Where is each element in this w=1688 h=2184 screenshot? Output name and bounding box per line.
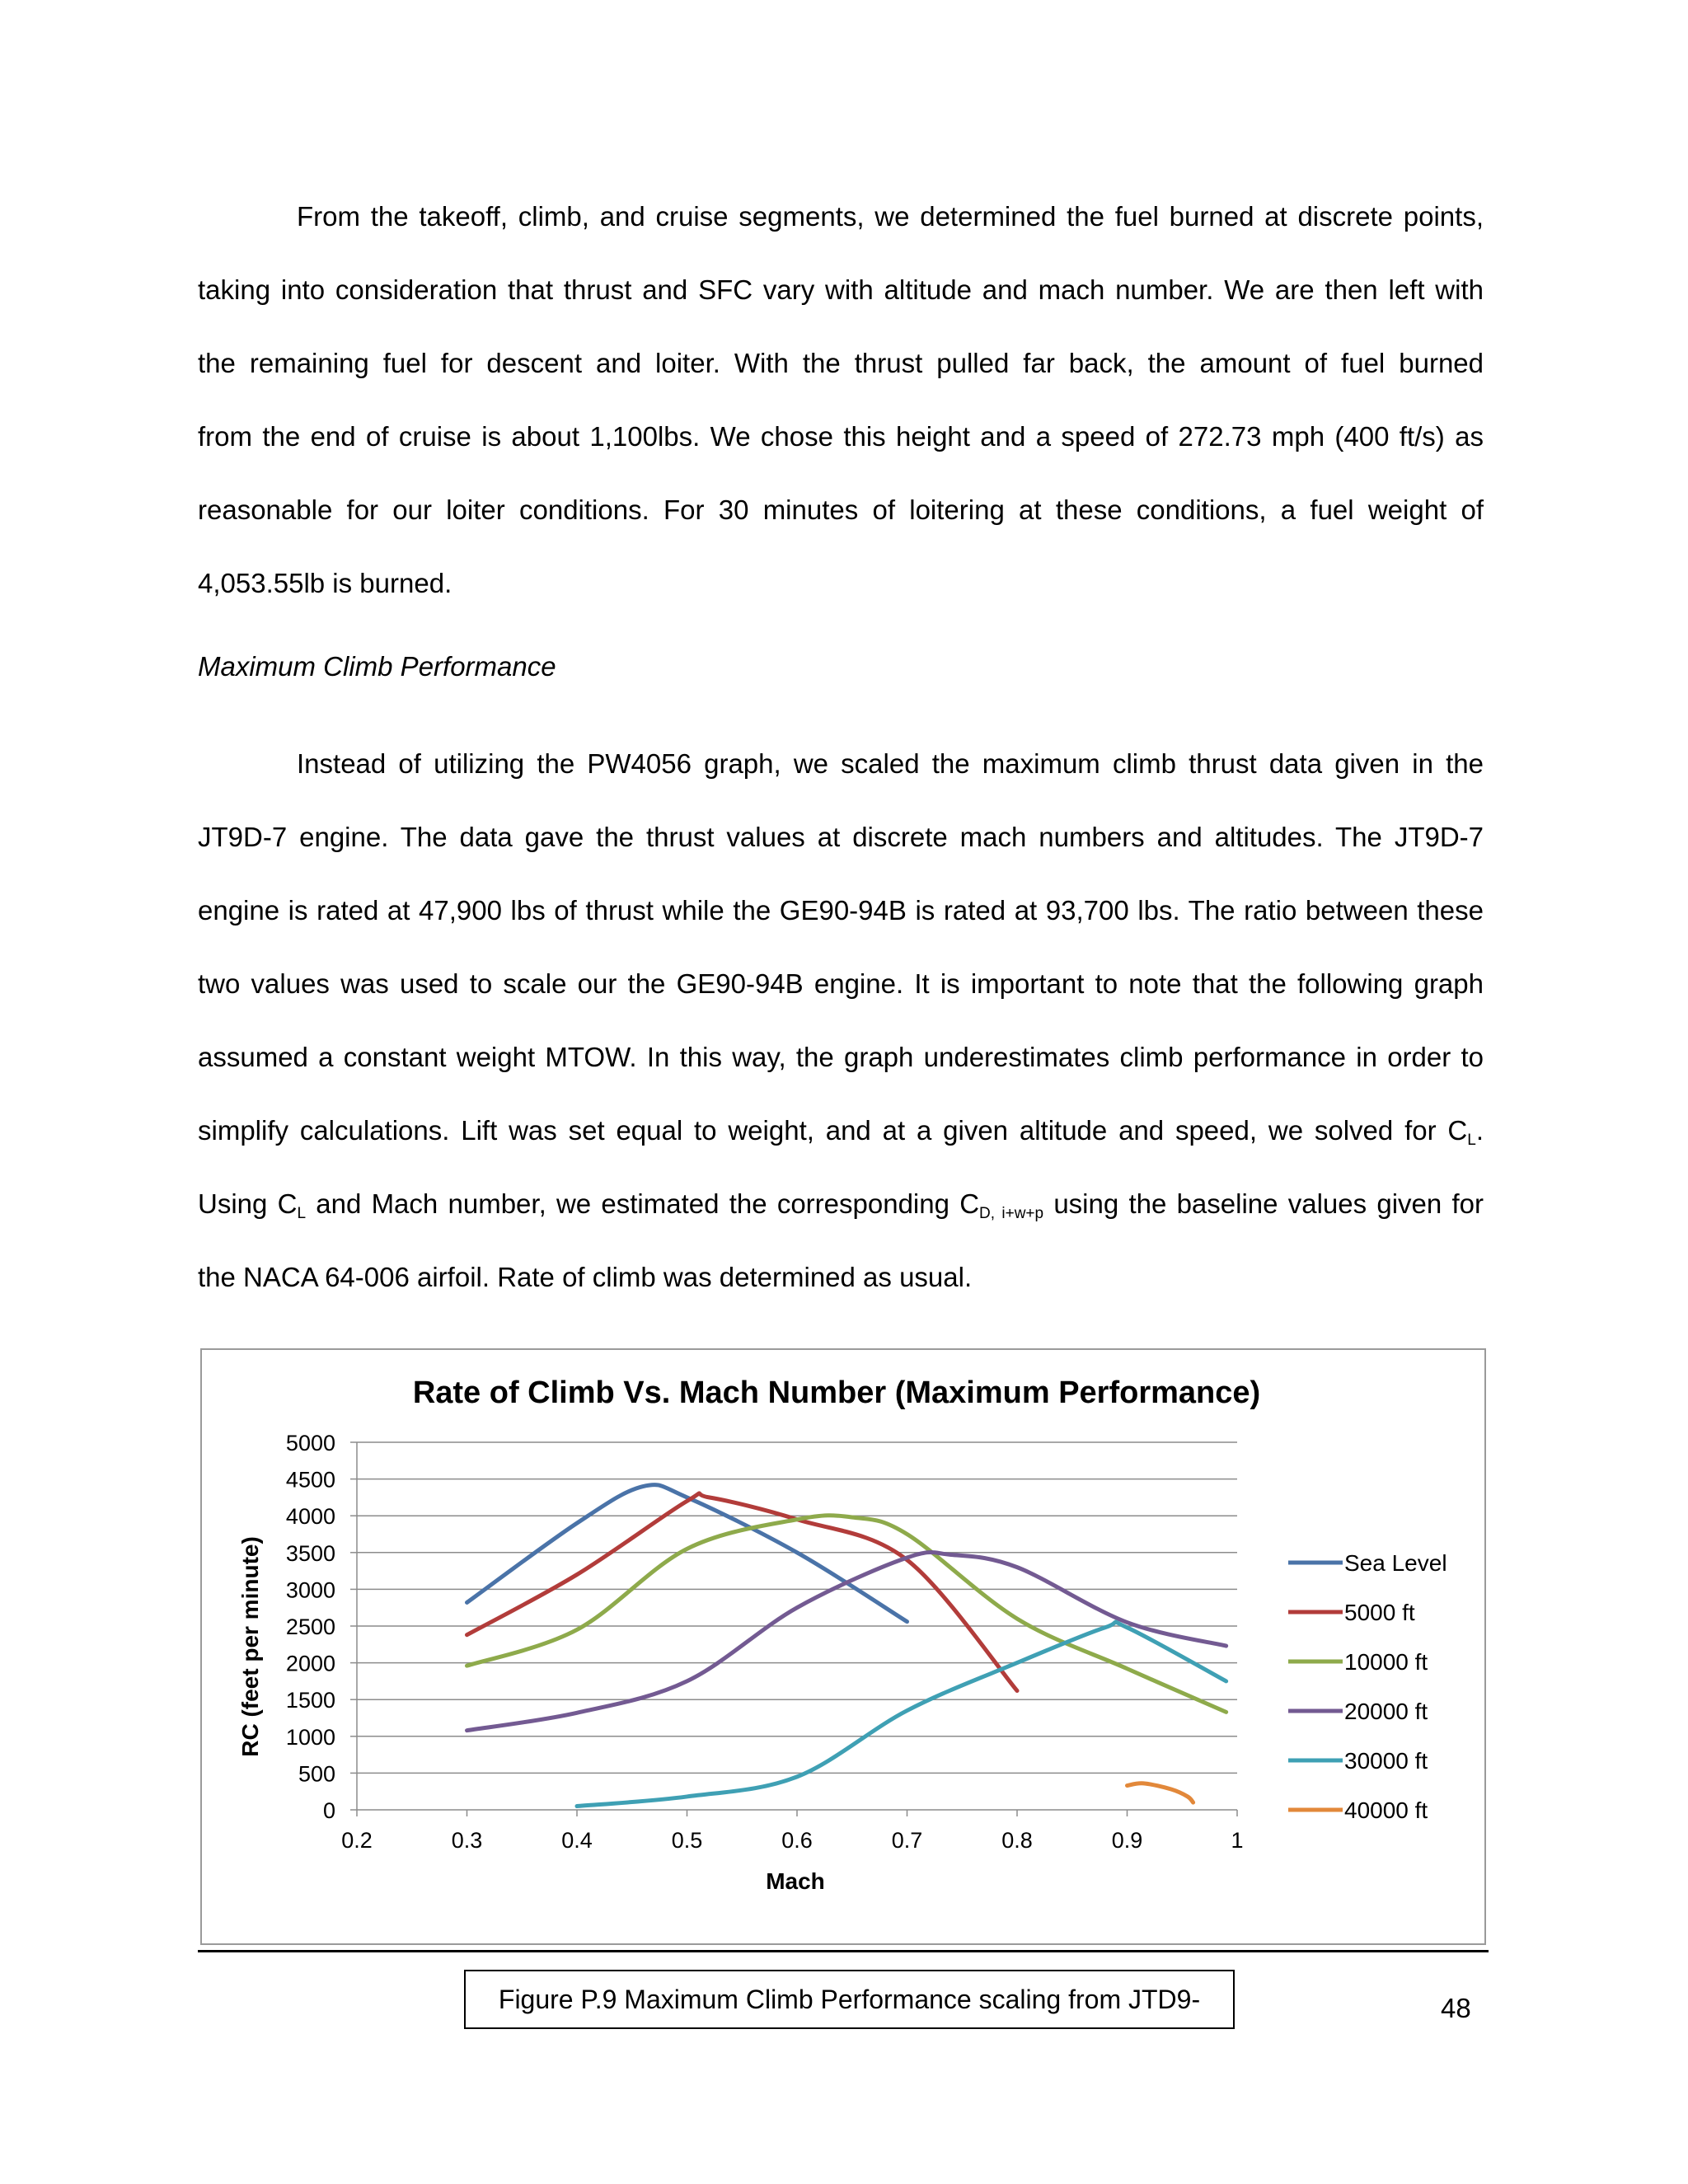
y-tick-label: 5000 <box>285 1431 335 1455</box>
legend-label: 30000 ft <box>1344 1748 1428 1774</box>
series-line-5 <box>577 1622 1226 1807</box>
text-line: From the takeoff, climb, and cruise segments, we determined the fuel burned at discrete points, <box>297 201 1484 232</box>
text-line: from the end of cruise is about 1,100lbs. We chose this height and a speed of 272.73 mph (400 ft/s) as <box>198 421 1484 452</box>
x-axis-label: Mach <box>766 1868 825 1894</box>
y-tick-label: 3500 <box>285 1540 335 1566</box>
y-tick-label: 1500 <box>285 1688 335 1713</box>
x-tick-label: 0.3 <box>451 1828 483 1853</box>
text-line: simplify calculations. Lift was set equal to weight, and at a given altitude and speed, we solved for $C_L$. <box>198 1115 1484 1149</box>
figure-divider <box>198 1950 1489 1952</box>
paragraph-climb-thrust <box>198 727 1484 1314</box>
legend-label: Sea Level <box>1344 1550 1447 1576</box>
y-tick-label: 500 <box>298 1761 335 1787</box>
x-tick-label: 0.8 <box>1001 1828 1033 1853</box>
text-line: Instead of utilizing the PW4056 graph, we scaled the maximum climb thrust data given in the <box>297 748 1484 779</box>
x-tick-label: 0.6 <box>781 1828 813 1853</box>
paragraph-fuel-burn <box>198 180 1484 620</box>
chart-title: Rate of Climb Vs. Mach Number (Maximum Performance) <box>412 1376 1261 1410</box>
legend-label: 10000 ft <box>1344 1649 1428 1675</box>
legend-label: 20000 ft <box>1344 1699 1428 1724</box>
y-axis-label: RC (feet per minute) <box>237 1536 263 1757</box>
legend-label: 40000 ft <box>1344 1797 1428 1823</box>
legend-label: 5000 ft <box>1344 1600 1415 1625</box>
y-tick-label: 2000 <box>285 1651 335 1676</box>
x-tick-label: 0.5 <box>671 1828 703 1853</box>
text-line: 4,053.55lb is burned. <box>198 568 452 598</box>
x-tick-label: 0.9 <box>1111 1828 1143 1853</box>
y-tick-label: 4000 <box>285 1504 335 1530</box>
page-number: 48 <box>1441 1993 1471 2023</box>
rate-of-climb-chart <box>202 1350 1484 1943</box>
figure-caption: Figure P.9 Maximum Climb Performance scaling from JTD9- <box>464 1970 1235 2029</box>
chart-frame <box>200 1348 1486 1945</box>
section-heading: Maximum Climb Performance <box>198 651 556 682</box>
text-line: the NACA 64-006 airfoil. Rate of climb was determined as usual. <box>198 1262 973 1292</box>
text-line: the remaining fuel for descent and loiter. With the thrust pulled far back, the amount of fuel burned <box>198 348 1484 378</box>
text-line: two values was used to scale our the GE90-94B engine. It is important to note that the following graph <box>198 968 1484 999</box>
text-line: taking into consideration that thrust and SFC vary with altitude and mach number. We are then left with <box>198 274 1484 305</box>
text-line: reasonable for our loiter conditions. For 30 minutes of loitering at these conditions, a fuel weight of <box>198 494 1484 525</box>
x-tick-label: 0.7 <box>891 1828 923 1853</box>
y-tick-label: 0 <box>322 1798 335 1823</box>
y-tick-label: 1000 <box>285 1724 335 1750</box>
y-tick-label: 3000 <box>285 1577 335 1603</box>
series-line-4 <box>467 1553 1226 1731</box>
y-tick-label: 2500 <box>285 1615 335 1639</box>
text-line: Using $C_L$ and Mach number, we estimated the corresponding $C_{D, i+w+p}$ using the baseline values given for <box>198 1188 1484 1222</box>
x-tick-label: 0.4 <box>561 1828 593 1853</box>
x-tick-label: 1 <box>1231 1828 1244 1853</box>
series-line-6 <box>1128 1783 1193 1802</box>
text-line: JT9D-7 engine. The data gave the thrust values at discrete mach numbers and altitudes. The JT9D-7 <box>198 822 1484 852</box>
y-tick-label: 4500 <box>285 1467 335 1493</box>
text-line: engine is rated at 47,900 lbs of thrust while the GE90-94B is rated at 93,700 lbs. The ratio between these <box>198 895 1484 926</box>
x-tick-label: 0.2 <box>341 1828 373 1853</box>
text-line: assumed a constant weight MTOW. In this way, the graph underestimates climb performance in order to <box>198 1042 1484 1072</box>
